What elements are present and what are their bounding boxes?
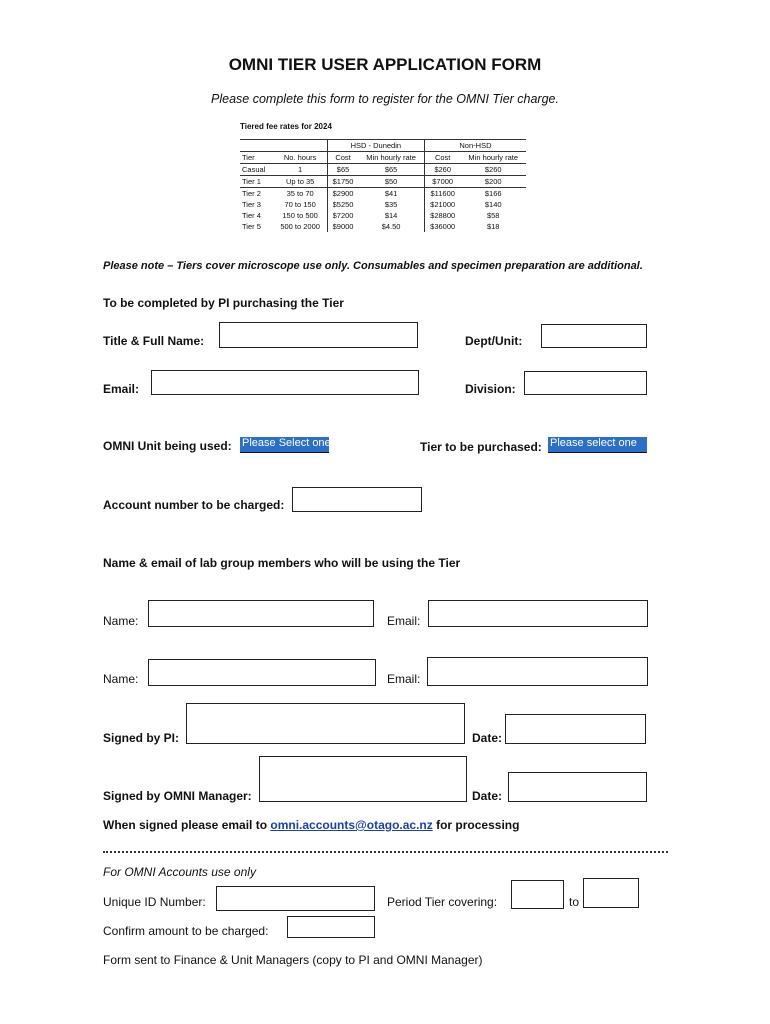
account-field[interactable]	[292, 487, 422, 512]
fee-table-cell: $2900	[332, 189, 354, 198]
period-from-field[interactable]	[511, 880, 564, 909]
title-name-label: Title & Full Name:	[103, 334, 205, 348]
period-to-field[interactable]	[583, 878, 639, 908]
tier-select[interactable]: Please select one	[548, 437, 647, 453]
fee-col-header: Cost	[327, 152, 358, 164]
pi-section-heading: To be completed by PI purchasing the Tier	[103, 296, 344, 310]
fee-table-cell: $14	[358, 210, 424, 221]
fee-table-cell: 35 to 70	[273, 188, 327, 200]
fee-table-cell: Tier 2	[242, 189, 261, 198]
fee-table-body	[240, 164, 526, 233]
email-instruction	[103, 818, 519, 832]
fee-table-cell: $65	[358, 164, 424, 176]
account-label: Account number to be charged:	[103, 498, 285, 512]
signed-manager-label: Signed by OMNI Manager:	[103, 789, 252, 803]
fee-table-cell: Casual	[240, 164, 273, 176]
members-heading: Name & email of lab group members who will be using the Tier	[103, 556, 461, 570]
fee-table-row	[240, 199, 526, 210]
fee-table-cell: $41	[358, 188, 424, 200]
fee-table-cell: $11600	[430, 189, 455, 198]
fee-col-header: Cost	[424, 152, 460, 164]
fee-table-cell: $260	[460, 164, 526, 176]
form-title: OMNI TIER USER APPLICATION FORM	[228, 55, 542, 74]
fee-table-cell: $5250	[332, 200, 354, 209]
fee-table-cell: Up to 35	[273, 176, 327, 188]
member-name-label: Name:	[103, 614, 139, 628]
fee-table-cell: 500 to 2000	[273, 221, 327, 232]
fee-table-cell: $260	[424, 164, 460, 176]
unique-id-field[interactable]	[216, 886, 375, 911]
fee-col-header: No. hours	[273, 152, 327, 164]
fee-table-cell: Tier 3	[242, 200, 261, 209]
fee-table	[240, 139, 526, 232]
fee-table-cell: $140	[484, 200, 502, 209]
dept-field[interactable]	[541, 324, 647, 348]
fee-table-cell: Tier 1	[240, 176, 273, 188]
email-instruction-prefix: When signed please email to	[103, 818, 271, 832]
member-name-label: Name:	[103, 672, 139, 686]
member2-email-field[interactable]	[427, 657, 648, 686]
manager-date-field[interactable]	[508, 772, 647, 802]
fee-table-cell: $28800	[430, 211, 456, 220]
period-label: Period Tier covering:	[387, 895, 498, 909]
fee-table-cell: $18	[486, 222, 500, 231]
fee-table-row	[240, 188, 526, 200]
fee-group-header: Non-HSD	[424, 140, 526, 152]
fee-table-row	[240, 210, 526, 221]
fee-col-header: Min hourly rate	[358, 152, 424, 164]
divider	[103, 851, 668, 853]
accounts-heading: For OMNI Accounts use only	[103, 865, 256, 879]
fee-table-row	[240, 176, 526, 188]
omni-unit-select[interactable]: Please Select one	[240, 437, 329, 453]
note-text: Please note – Tiers cover microscope use only. Consumables and specimen preparation are additional.	[103, 260, 643, 272]
signed-pi-label: Signed by PI:	[103, 731, 180, 745]
pi-date-label: Date:	[472, 731, 503, 745]
omni-accounts-email-link[interactable]: omni.accounts@otago.ac.nz	[270, 818, 433, 832]
pi-signature-field[interactable]	[186, 703, 465, 744]
fee-table-cell: 1	[273, 164, 327, 176]
fee-col-header: Min hourly rate	[460, 152, 526, 164]
confirm-amount-label: Confirm amount to be charged:	[103, 924, 269, 938]
fee-table-caption: Tiered fee rates for 2024	[240, 122, 332, 131]
title-name-field[interactable]	[219, 322, 418, 348]
fee-table-cell: $166	[484, 189, 502, 198]
fee-table-cell: 150 to 500	[273, 210, 327, 221]
fee-table-cell: $21000	[430, 200, 456, 209]
dept-label: Dept/Unit:	[465, 334, 523, 348]
fee-table-cell: $58	[486, 211, 500, 220]
fee-table-cell: $50	[358, 176, 424, 188]
fee-table-cell: $200	[460, 176, 526, 188]
manager-date-label: Date:	[472, 789, 503, 803]
member2-name-field[interactable]	[148, 659, 376, 686]
form-sent-label: Form sent to Finance & Unit Managers (copy to PI and OMNI Manager)	[103, 953, 483, 967]
fee-table-cell: $4.50	[358, 221, 424, 232]
email-label: Email:	[103, 382, 140, 396]
fee-rates-table	[240, 122, 530, 240]
pi-date-field[interactable]	[505, 714, 646, 744]
fee-group-header: HSD - Dunedin	[327, 140, 424, 152]
member-email-label: Email:	[387, 614, 421, 628]
unique-id-label: Unique ID Number:	[103, 895, 206, 909]
fee-table-cell: Tier 5	[242, 222, 261, 231]
division-field[interactable]	[524, 371, 647, 395]
division-label: Division:	[465, 382, 516, 396]
fee-table-cell: $7000	[424, 176, 460, 188]
fee-table-cell: $65	[327, 164, 358, 176]
fee-table-cell: $7200	[332, 211, 354, 220]
omni-unit-label: OMNI Unit being used:	[103, 439, 232, 453]
email-instruction-suffix: for processing	[432, 818, 520, 832]
fee-table-cell: $1750	[327, 176, 358, 188]
fee-table-row	[240, 164, 526, 176]
member-email-label: Email:	[387, 672, 421, 686]
member1-email-field[interactable]	[428, 600, 648, 627]
fee-table-cell: 70 to 150	[273, 199, 327, 210]
pi-email-field[interactable]	[151, 370, 419, 395]
period-to-label: to	[569, 895, 580, 909]
confirm-amount-field[interactable]	[287, 916, 375, 938]
fee-col-header: Tier	[240, 152, 273, 164]
form-subtitle: Please complete this form to register for the OMNI Tier charge.	[211, 92, 559, 106]
manager-signature-field[interactable]	[259, 756, 467, 802]
tier-label: Tier to be purchased:	[420, 440, 542, 454]
fee-table-cell: $35	[358, 199, 424, 210]
fee-table-cell: $36000	[430, 222, 456, 231]
fee-table-row	[240, 221, 526, 232]
fee-table-cell: $9000	[332, 222, 354, 231]
fee-table-cell: Tier 4	[242, 211, 261, 220]
member1-name-field[interactable]	[148, 600, 374, 627]
